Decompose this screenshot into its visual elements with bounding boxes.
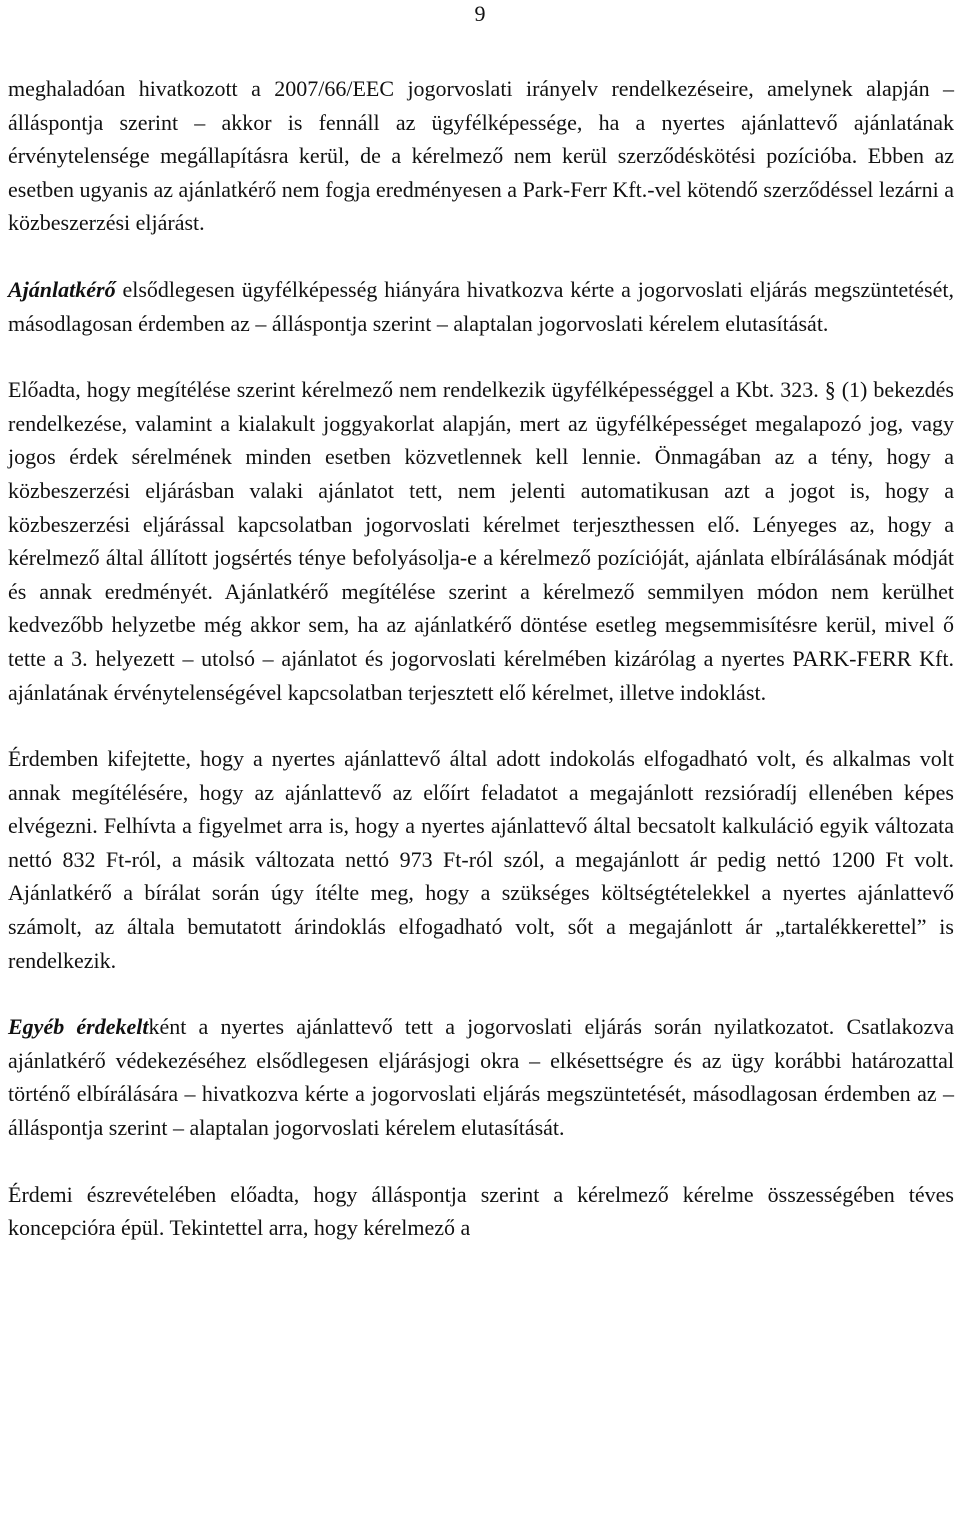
paragraph-text: meghaladóan hivatkozott a 2007/66/EEC jogorvoslati irányelv rendelkezéseire, amelynek alapján – álláspontja szerint – akkor is fennáll az ügyfélképessége, ha a nyertes ajánlattevő ajánlatának érvénytelensége megállapításra kerül, de a kérelmező nem kerül szerződéskötési pozícióba. Ebben az esetben ugyanis az ajánlatkérő nem fogja eredményesen a Park-Ferr Kft.-vel kötendő szerződéssel lezárni a közbeszerzési eljárást. [8,76,954,236]
party-heading-egyeb-erdekelt: Egyéb érdekelt [8,1014,149,1040]
paragraph-2 [8,273,954,340]
paragraph-1 [8,72,954,240]
page-number: 9 [474,1,486,26]
paragraph-text: elsődlegesen ügyfélképesség hiányára hivatkozva kérte a jogorvoslati eljárás megszüntetését, másodlagosan érdemben az – álláspontja szerint – alaptalan jogorvoslati kérelem elutasítását. [8,276,954,336]
paragraph-text: Érdemi észrevételében előadta, hogy álláspontja szerint a kérelmező kérelme összességében téves koncepcióra épül. Tekintettel arra, hogy kérelmező a [8,1181,954,1241]
paragraph-text: Érdemben kifejtette, hogy a nyertes ajánlattevő által adott indokolás elfogadható volt, és alkalmas volt annak megítélésére, hogy az ajánlattevő az előírt feladatot a megajánlott rezsióradíj ellenében képes elvégezni. Felhívta a figyelmet arra is, hogy a nyertes ajánlattevő által becsatolt kalkuláció egyik változata nettó 832 Ft-ról, a másik változata nettó 973 Ft-ról szól, a megajánlott ár pedig nettó 1200 Ft volt. Ajánlatkérő a bírálat során úgy ítélte meg, hogy a szükséges költségtételekkel a nyertes ajánlattevő számolt, az általa bemutatott árindoklás elfogadható volt, sőt a megajánlott ár „tartalékkerettel” is rendelkezik. [8,746,954,973]
party-heading-ajanlatkero: Ajánlatkérő [8,276,116,302]
paragraph-4 [8,742,954,977]
paragraph-3 [8,373,954,709]
paragraph-text: Előadta, hogy megítélése szerint kérelmező nem rendelkezik ügyfélképességgel a Kbt. 323. § (1) bekezdés rendelkezése, valamint a kialakult joggyakorlat alapján, mert az ügyfélképességet megalapozó jog, vagy jogos érdek sérelmének minden esetben közvetlennek kell lennie. Önmagában az a tény, hogy a közbeszerzési eljárásban valaki ajánlatot tett, nem jelenti automatikusan azt a jogot is, hogy a közbeszerzési eljárással kapcsolatban jogorvoslati kérelmet terjeszthessen elő. Lényeges az, hogy a kérelmező által állított jogsértés ténye befolyásolja-e a kérelmező pozícióját, ajánlata elbírálásának módját és annak eredményét. Ajánlatkérő megítélése szerint a kérelmező semmilyen módon nem kerülhet kedvezőbb helyzetbe még akkor sem, ha az ajánlatkérő döntése esetleg megsemmisítésre kerül, mivel ő tette a 3. helyezett – utolsó – ajánlatot és jogorvoslati kérelmében kizárólag a nyertes PARK-FERR Kft. ajánlatának érvénytelenségével kapcsolatban terjesztett elő kérelmet, illetve indoklást. [8,377,954,705]
paragraph-5 [8,1010,954,1144]
paragraph-6 [8,1178,954,1245]
document-body [8,72,954,1245]
paragraph-text: ként a nyertes ajánlattevő tett a jogorvoslati eljárás során nyilatkozatot. Csatlakozva ajánlatkérő védekezéséhez elsődlegesen eljárásjogi okra – elkésettségre és az ügy korábbi határozattal történő elbírálására – hivatkozva kérte a jogorvoslati eljárás megszüntetését, másodlagosan érdemben az – álláspontja szerint – alaptalan jogorvoslati kérelem elutasítását. [8,1014,954,1141]
